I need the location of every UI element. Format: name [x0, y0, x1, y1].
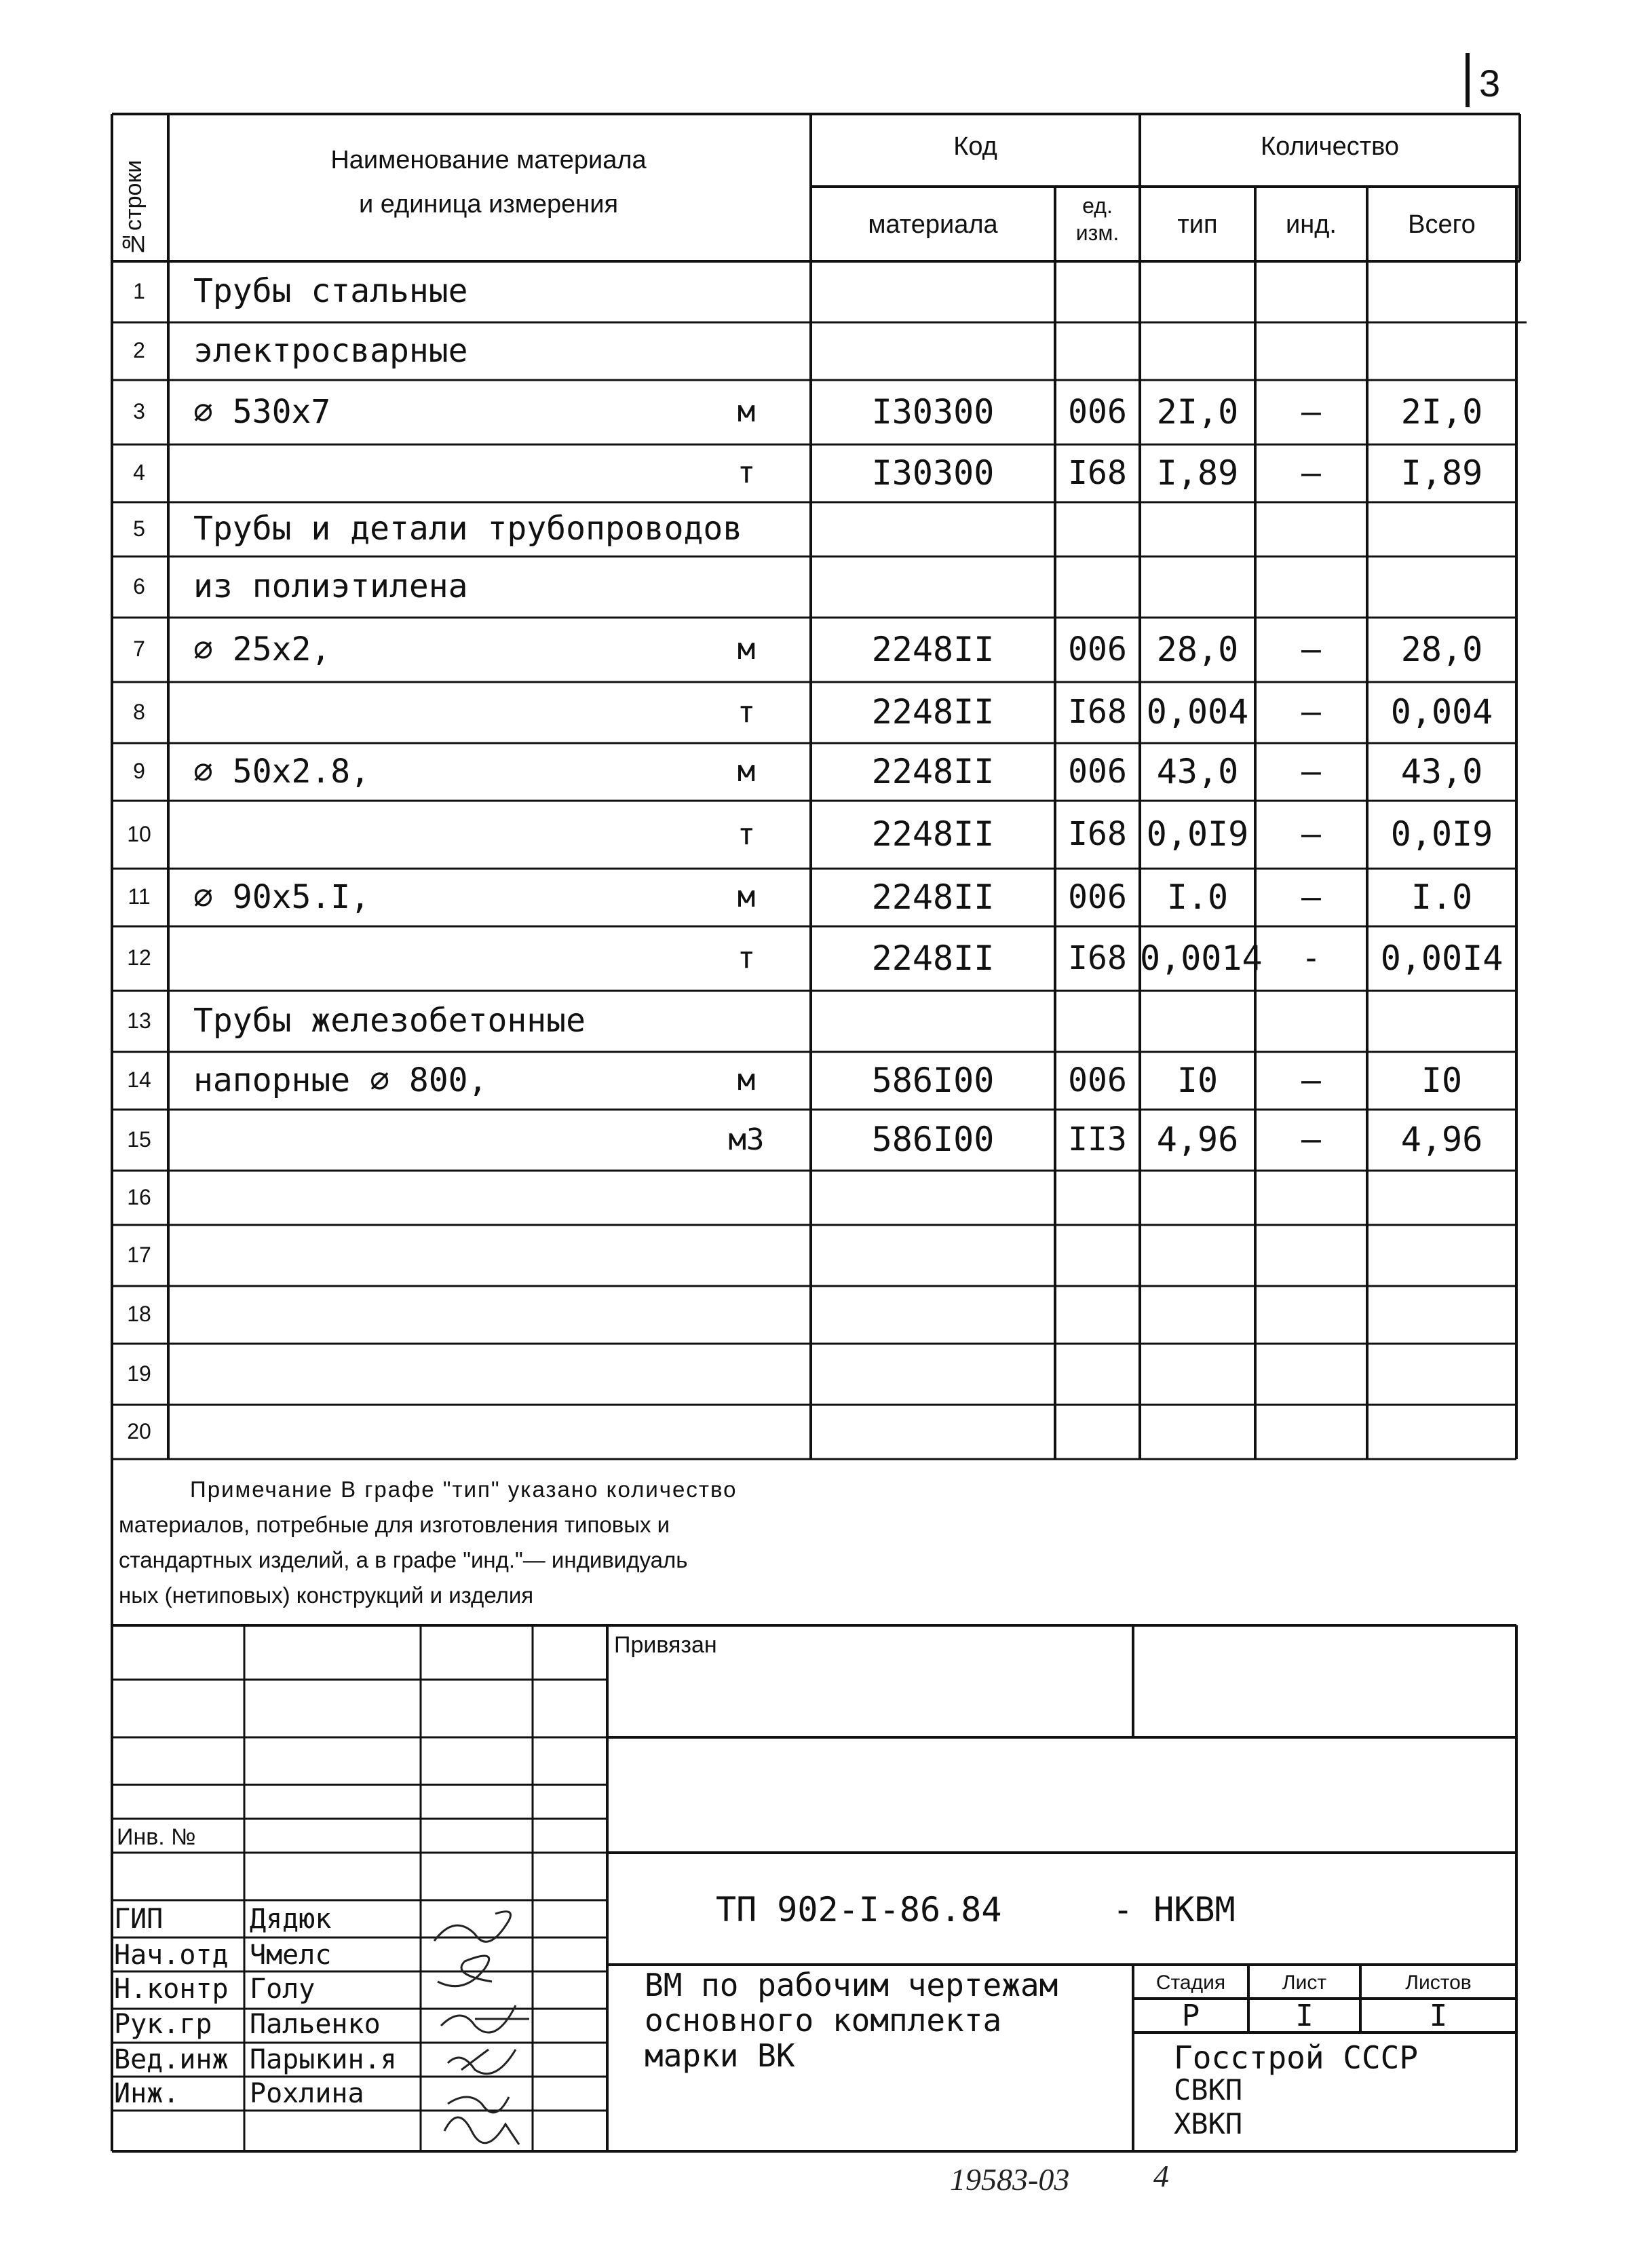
stamp-role-0: ГИП	[114, 1904, 164, 1935]
ind-header: инд.	[1286, 210, 1337, 239]
stamp-name-5: Рохлина	[250, 2078, 364, 2109]
code-header: Код	[953, 132, 997, 161]
row-7-n: 7	[133, 637, 145, 662]
row-14-unit: м	[737, 1063, 756, 1098]
stamp-name-0: Дядюк	[250, 1904, 332, 1935]
material-header: материала	[868, 210, 998, 239]
row-14-n: 14	[127, 1067, 151, 1093]
row-13-n: 13	[127, 1008, 151, 1033]
stamp-role-3: Рук.гр	[114, 2009, 212, 2040]
row-9-ind: –	[1301, 752, 1321, 791]
stamp-role-5: Инж.	[114, 2078, 180, 2109]
row-10-ind: –	[1301, 815, 1321, 854]
row-8-ed: I68	[1068, 693, 1127, 732]
row-11-total: I.0	[1411, 877, 1473, 917]
row-13-name: Трубы железобетонные	[193, 1002, 586, 1040]
row-18-n: 18	[127, 1302, 151, 1327]
row-7-ed: 006	[1068, 630, 1127, 668]
row-3-unit: м	[737, 394, 756, 430]
row-7-typ: 28,0	[1156, 629, 1239, 669]
row-6-n: 6	[133, 573, 145, 599]
row-9-n: 9	[133, 759, 145, 784]
row-8-total: 0,004	[1390, 692, 1493, 732]
row-4-ind: –	[1301, 453, 1321, 492]
row-12-unit: т	[737, 941, 756, 976]
row-4-unit: т	[737, 455, 756, 491]
row-8-unit: т	[737, 694, 756, 730]
name-header-line1: Наименование материала	[330, 146, 647, 174]
title-line3: марки ВК	[645, 2037, 795, 2074]
page-number: 3	[1479, 62, 1501, 105]
row-10-typ: 0,0I9	[1146, 814, 1249, 854]
row-15-ed: II3	[1068, 1120, 1127, 1159]
row-14-ind: –	[1301, 1061, 1321, 1099]
footer-page: 4	[1153, 2159, 1169, 2193]
title-line1: ВМ по рабочим чертежам	[645, 1967, 1058, 2003]
sheets-value: I	[1429, 1999, 1448, 2033]
row-12-total: 0,00I4	[1380, 938, 1504, 978]
quantity-header: Количество	[1260, 132, 1400, 161]
note-line3: стандартных изделий, а в графе "инд."— индивидуаль	[119, 1547, 688, 1572]
org-line3: ХВКП	[1174, 2107, 1243, 2140]
row-2-n: 2	[133, 338, 145, 363]
row-8-ind: –	[1301, 693, 1321, 732]
row-7-name: ∅ 25x2,	[193, 630, 331, 668]
row-12-code: 2248II	[871, 938, 995, 978]
row-9-name: ∅ 50x2.8,	[193, 752, 370, 791]
privyazan-label: Привязан	[614, 1632, 717, 1658]
row-11-unit: м	[737, 880, 756, 915]
row-3-total: 2I,0	[1400, 392, 1483, 432]
row-9-unit: м	[737, 754, 756, 789]
row-19-n: 19	[127, 1361, 151, 1386]
row-14-code: 586I00	[871, 1060, 995, 1100]
row-10-code: 2248II	[871, 814, 995, 854]
row-14-typ: I0	[1176, 1060, 1219, 1100]
footer-number: 19583-03	[950, 2162, 1070, 2197]
row-8-code: 2248II	[871, 692, 995, 732]
row-3-name: ∅ 530x7	[193, 392, 331, 431]
row-9-code: 2248II	[871, 751, 995, 791]
row-10-unit: т	[737, 816, 756, 852]
stage-value: Р	[1181, 1999, 1200, 2033]
inv-no-label: Инв. №	[117, 1824, 196, 1850]
row-10-ed: I68	[1068, 815, 1127, 854]
row-15-typ: 4,96	[1156, 1120, 1239, 1159]
unit-header-line1: ед.	[1082, 193, 1113, 218]
row-11-typ: I.0	[1166, 877, 1229, 917]
doc-mark: - НКВМ	[1113, 1890, 1236, 1929]
row-number-header: №строки	[121, 159, 147, 257]
row-8-n: 8	[133, 699, 145, 724]
row-11-n: 11	[128, 884, 151, 909]
row-2-name: электросварные	[193, 331, 468, 370]
row-4-ed: I68	[1068, 453, 1127, 492]
typ-header: тип	[1177, 210, 1218, 239]
row-11-code: 2248II	[871, 877, 995, 917]
row-5-n: 5	[133, 516, 145, 541]
row-4-typ: I,89	[1156, 453, 1239, 493]
note-line2: материалов, потребные для изготовления типовых и	[119, 1512, 670, 1537]
note-line4: ных (нетиповых) конструкций и изделия	[119, 1583, 534, 1608]
sheet-value: I	[1295, 1999, 1314, 2033]
stamp-name-4: Парыкин.я	[250, 2044, 397, 2075]
row-15-n: 15	[127, 1127, 151, 1152]
stamp-role-4: Вед.инж	[114, 2044, 229, 2075]
row-12-ind: -	[1301, 939, 1321, 977]
row-15-unit: м3	[728, 1122, 765, 1157]
row-15-code: 586I00	[871, 1120, 995, 1159]
row-9-total: 43,0	[1400, 751, 1483, 791]
row-3-n: 3	[133, 399, 145, 424]
row-7-code: 2248II	[871, 629, 995, 669]
title-line2: основного комплекта	[645, 2002, 1002, 2039]
doc-code: ТП 902-I-86.84	[716, 1890, 1002, 1929]
row-7-total: 28,0	[1400, 629, 1483, 669]
total-header: Всего	[1408, 210, 1476, 239]
row-5-name: Трубы и детали трубопроводов	[193, 510, 743, 548]
row-4-total: I,89	[1400, 453, 1483, 493]
row-9-ed: 006	[1068, 752, 1127, 791]
row-12-typ: 0,0014	[1140, 938, 1263, 978]
row-3-typ: 2I,0	[1156, 392, 1239, 432]
org-line1: Госстрой СССР	[1174, 2039, 1419, 2076]
row-15-total: 4,96	[1400, 1120, 1483, 1159]
row-14-ed: 006	[1068, 1061, 1127, 1099]
row-17-n: 17	[127, 1242, 151, 1267]
row-14-total: I0	[1421, 1060, 1463, 1100]
row-9-typ: 43,0	[1156, 751, 1239, 791]
row-11-name: ∅ 90x5.I,	[193, 877, 370, 916]
row-3-code: I30300	[871, 392, 995, 432]
name-header-line2: и единица измерения	[358, 190, 619, 219]
stamp-name-1: Чмелс	[250, 1940, 332, 1971]
stamp-role-2: Н.контр	[114, 1973, 229, 2005]
row-1-n: 1	[133, 278, 145, 303]
sheets-label: Листов	[1405, 1971, 1472, 1994]
org-line2: СВКП	[1174, 2073, 1243, 2106]
row-6-name: из полиэтилена	[193, 567, 468, 606]
row-11-ind: –	[1301, 877, 1321, 916]
note-line1: Примечание В графе "тип" указано количество	[190, 1477, 738, 1502]
row-8-typ: 0,004	[1146, 692, 1249, 732]
stamp-role-1: Нач.отд	[114, 1940, 229, 1971]
row-4-code: I30300	[871, 453, 995, 493]
row-10-total: 0,0I9	[1390, 814, 1493, 854]
row-7-ind: –	[1301, 630, 1321, 668]
row-20-n: 20	[127, 1418, 151, 1443]
row-16-n: 16	[127, 1184, 151, 1209]
stage-label: Стадия	[1155, 1971, 1226, 1994]
row-10-n: 10	[127, 821, 151, 846]
row-12-n: 12	[127, 945, 151, 970]
row-1-name: Трубы стальные	[193, 272, 468, 311]
row-15-ind: –	[1301, 1120, 1321, 1159]
row-4-n: 4	[133, 460, 145, 485]
unit-header-line2: изм.	[1075, 221, 1119, 245]
row-3-ed: 006	[1068, 392, 1127, 431]
row-12-ed: I68	[1068, 939, 1127, 977]
row-14-name: напорные ∅ 800,	[193, 1061, 488, 1099]
stamp-name-3: Пальенко	[250, 2009, 381, 2040]
sheet-label: Лист	[1282, 1971, 1327, 1994]
row-11-ed: 006	[1068, 877, 1127, 916]
row-3-ind: –	[1301, 392, 1321, 431]
stamp-name-2: Голу	[250, 1973, 315, 2005]
row-7-unit: м	[737, 632, 756, 667]
